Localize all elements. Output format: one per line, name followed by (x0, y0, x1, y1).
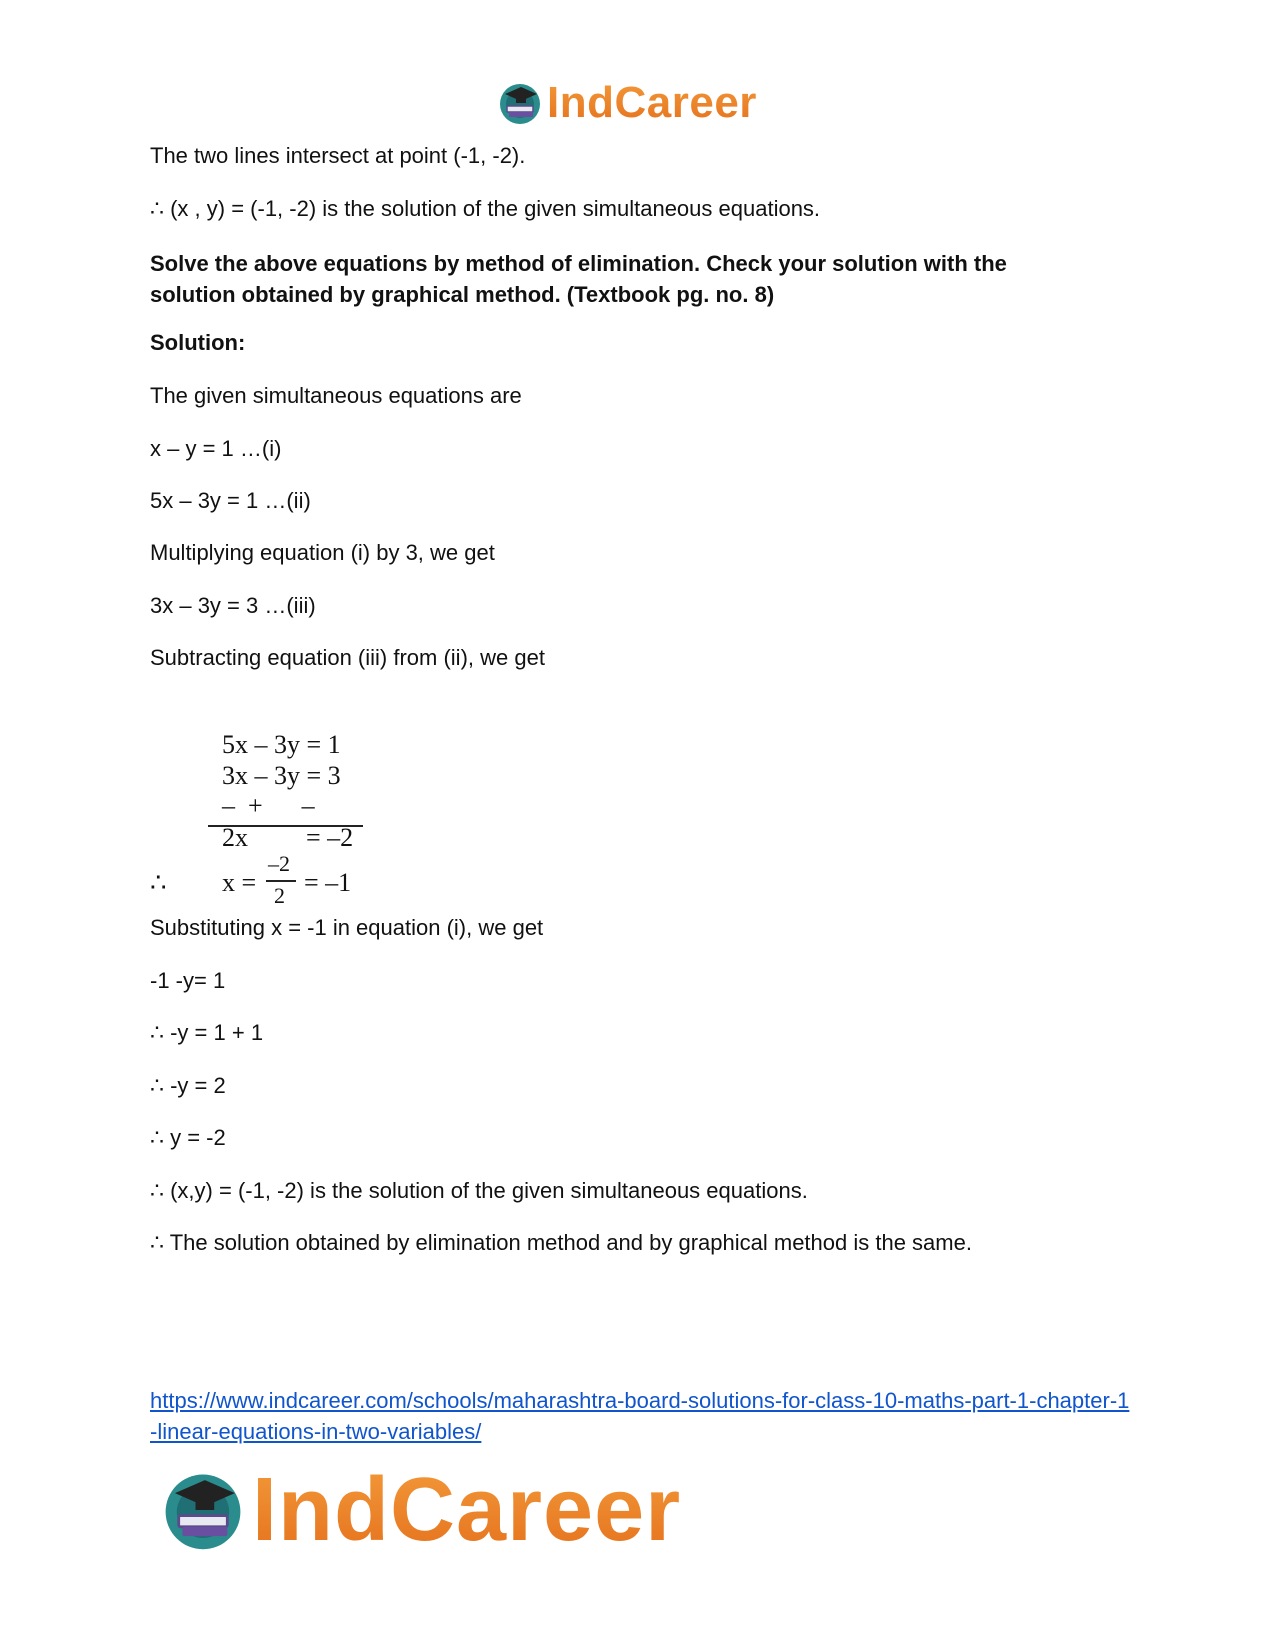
header-logo (497, 78, 757, 128)
substitute-step-text: Substituting x = -1 in equation (i), we get (150, 915, 544, 940)
given-equations-text: The given simultaneous equations are (150, 383, 522, 408)
x-result: = –1 (304, 868, 352, 897)
equation-3: 3x – 3y = 3 …(iii) (150, 593, 316, 618)
intersection-text: The two lines intersect at point (-1, -2). (150, 143, 526, 168)
elimination-working (150, 730, 610, 930)
fraction-denominator: 2 (274, 883, 285, 908)
step-1: -1 -y= 1 (150, 968, 226, 993)
x-equals: x = (222, 868, 257, 897)
equation-2: 5x – 3y = 1 …(ii) (150, 488, 311, 513)
solution-statement: ∴ (x , y) = (-1, -2) is the solution of the given simultaneous equations. (150, 196, 821, 221)
source-link[interactable]: https://www.indcareer.com/schools/maharashtra-board-solutions-for-class-10-maths-part-1-chapter-1-linear-equations-in-two-variables/ (150, 1388, 1130, 1444)
footer-logo (160, 1459, 682, 1560)
logo-text: IndCareer (547, 78, 757, 127)
subtract-step-text: Subtracting equation (iii) from (ii), we get (150, 645, 545, 670)
equation-1: x – y = 1 …(i) (150, 436, 282, 461)
conclusion: ∴ The solution obtained by elimination method and by graphical method is the same. (150, 1230, 972, 1255)
graduation-cap-book-globe-icon (497, 80, 543, 126)
multiply-step-text: Multiplying equation (i) by 3, we get (150, 540, 495, 565)
fraction-bar (266, 880, 296, 882)
step-4: ∴ y = -2 (150, 1125, 226, 1150)
solution-label: Solution: (150, 330, 246, 355)
graduation-cap-book-globe-icon (160, 1467, 246, 1553)
final-solution: ∴ (x,y) = (-1, -2) is the solution of the given simultaneous equations. (150, 1178, 808, 1203)
work-row-1: 5x – 3y = 1 (222, 730, 341, 759)
footer-logo-text: IndCareer (252, 1459, 682, 1560)
work-result-lhs: 2x (222, 823, 248, 852)
step-2: ∴ -y = 1 + 1 (150, 1020, 264, 1045)
work-row-2: 3x – 3y = 3 (222, 761, 341, 790)
work-signs: – + – (222, 791, 315, 820)
work-result-rhs: = –2 (306, 823, 354, 852)
question-heading: Solve the above equations by method of elimination. Check your solution with the solution obtained by graphical method. (Textbook pg. no. 8) (150, 251, 1007, 307)
step-3: ∴ -y = 2 (150, 1073, 226, 1098)
fraction-numerator: –2 (268, 851, 290, 876)
therefore-symbol: ∴ (150, 868, 167, 897)
